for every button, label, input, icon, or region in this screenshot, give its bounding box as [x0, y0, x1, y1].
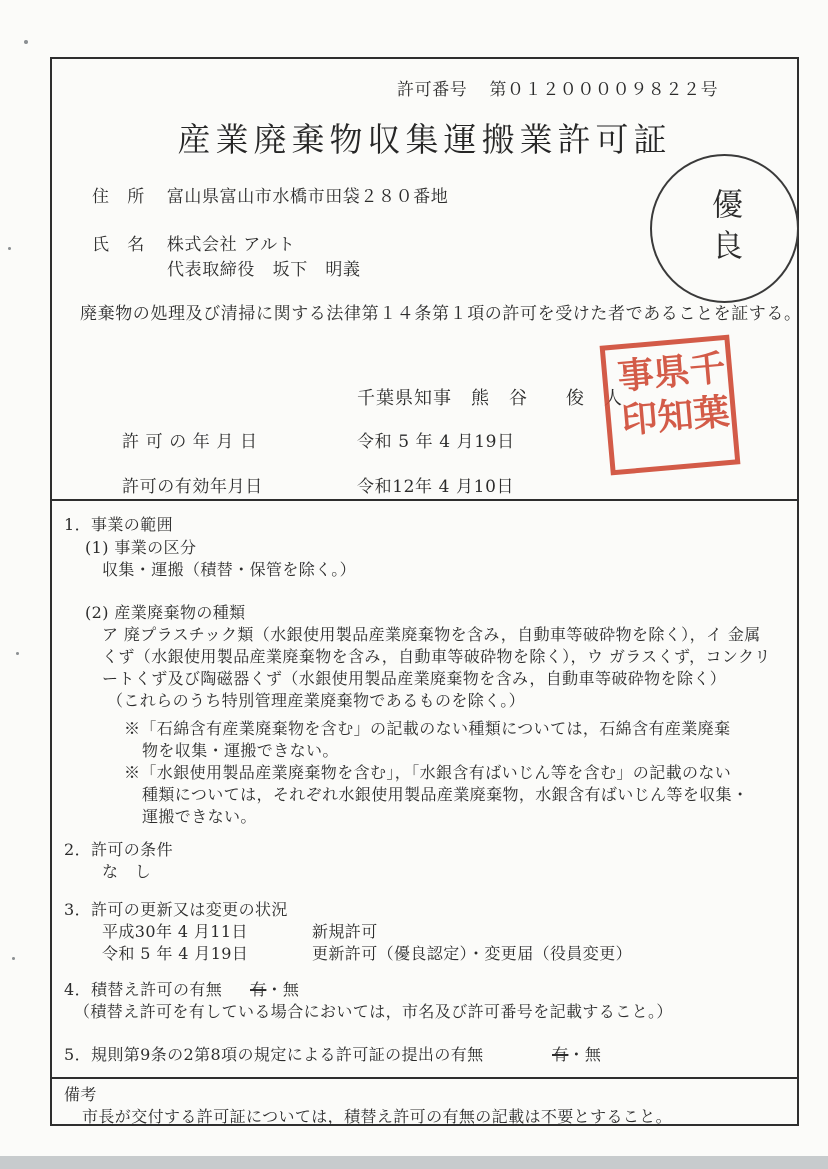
renewal-event-1: 新規許可 — [312, 922, 378, 941]
scan-speck — [12, 957, 15, 960]
section-transshipment-heading: 4．積替え許可の有無 — [64, 980, 223, 999]
scope-note-line-4: 種類については，それぞれ水銀使用製品産業廃棄物，水銀含有ばいじん等を収集・ — [142, 785, 749, 804]
transshipment-option-no: 無 — [282, 980, 300, 999]
section-conditions-heading: 2．許可の条件 — [64, 840, 173, 859]
expiry-date-value: 令和12年 4 月10日 — [357, 477, 515, 497]
submission-options — [552, 1042, 601, 1065]
transshipment-option-separator: ・ — [266, 980, 283, 999]
name-line — [92, 230, 295, 255]
renewal-history-row — [102, 919, 248, 942]
scope-division-heading: (1) 事業の区分 — [85, 538, 197, 557]
scan-speck — [24, 40, 28, 44]
scope-waste-line-4: （これらのうち特別管理産業廃棄物であるものを除く。） — [107, 691, 526, 710]
remarks-text: 市長が交付する許可証については，積替え許可の有無の記載は不要とすること。 — [82, 1107, 673, 1126]
submission-option-separator: ・ — [568, 1045, 585, 1064]
renewal-event-2: 更新許可（優良認定）・変更届（役員変更） — [312, 944, 633, 963]
scope-division-value: 収集・運搬（積替・保管を除く。） — [102, 560, 357, 579]
submission-option-no: 無 — [584, 1045, 602, 1064]
scope-waste-line-2: くず（水銀使用製品産業廃棄物を含み，自動車等破砕物を除く），ウ ガラスくず，コンクリ — [102, 647, 771, 666]
address-value: 富山県富山市水橋市田袋２８０番地 — [166, 187, 449, 207]
submission-option-yes: 有 — [552, 1045, 569, 1064]
name-label: 氏 名 — [92, 235, 145, 255]
scan-speck — [8, 247, 11, 250]
scan-speck — [16, 652, 19, 655]
page-title: 産業廃棄物収集運搬業許可証 — [177, 120, 672, 159]
conditions-value: な し — [102, 862, 152, 881]
section-renewal-heading: 3．許可の更新又は変更の状況 — [64, 900, 288, 919]
permit-date-value: 令和 5 年 4 月19日 — [357, 432, 515, 452]
scope-waste-heading: (2) 産業廃棄物の種類 — [85, 603, 246, 622]
certification-statement: 廃棄物の処理及び清掃に関する法律第１４条第１項の許可を受けた者であることを証する。 — [80, 304, 802, 324]
transshipment-option-yes: 有 — [250, 980, 267, 999]
section-submission-heading: 5．規則第9条の2第8項の規定による許可証の提出の有無 — [64, 1045, 484, 1064]
header-body-divider — [52, 499, 797, 501]
issuer-governor-line: 千葉県知事 熊 谷 俊 人 — [357, 388, 623, 409]
scope-waste-line-3: ートくず及び陶磁器くず（水銀使用製品産業廃棄物を含み，自動車等破砕物を除く） — [102, 669, 727, 688]
renewal-date-1: 平成30年 4 月11日 — [102, 922, 248, 941]
section-scope-heading: 1．事業の範囲 — [64, 515, 173, 534]
permit-date-label: 許 可 の 年 月 日 — [122, 432, 258, 452]
scope-note-line-2: 物を収集・運搬できない。 — [142, 741, 339, 760]
scope-note-line-3: ※「水銀使用製品産業廃棄物を含む」，「水銀含有ばいじん等を含む」の記載のない — [124, 763, 732, 782]
renewal-date-2: 令和 5 年 4 月19日 — [102, 944, 249, 963]
remarks-divider — [52, 1077, 797, 1079]
scope-waste-line-1: ア 廃プラスチック類（水銀使用製品産業廃棄物を含み，自動車等破砕物を除く），イ 金属 — [102, 625, 761, 644]
scope-note-line-5: 運搬できない。 — [142, 807, 257, 826]
excellent-certification-stamp — [650, 154, 799, 303]
permit-number-value: 第０１２００００９８２２号 — [489, 80, 719, 100]
transshipment-options — [250, 977, 299, 1000]
permit-number-line — [397, 75, 718, 100]
renewal-history-row — [102, 941, 248, 964]
scope-note-line-1: ※「石綿含有産業廃棄物を含む」の記載のない種類については，石綿含有産業廃棄 — [124, 719, 731, 738]
address-line — [92, 182, 448, 207]
governor-red-seal — [600, 335, 741, 476]
company-name: 株式会社 アルト — [166, 235, 296, 255]
expiry-date-label: 許可の有効年月日 — [122, 477, 263, 497]
address-label: 住 所 — [92, 187, 145, 207]
excellent-stamp-text: 優良 — [706, 187, 742, 270]
governor-seal-text: 千葉県知事印 — [610, 348, 732, 446]
transshipment-note: （積替え許可を有している場合においては，市名及び許可番号を記載すること。） — [74, 1002, 673, 1021]
permit-number-label: 許可番号 — [397, 80, 468, 100]
representative-line: 代表取締役 坂下 明義 — [167, 260, 361, 280]
scan-artifact-strip — [0, 1156, 828, 1169]
document-border-frame — [50, 57, 802, 1126]
remarks-label: 備考 — [64, 1085, 97, 1104]
